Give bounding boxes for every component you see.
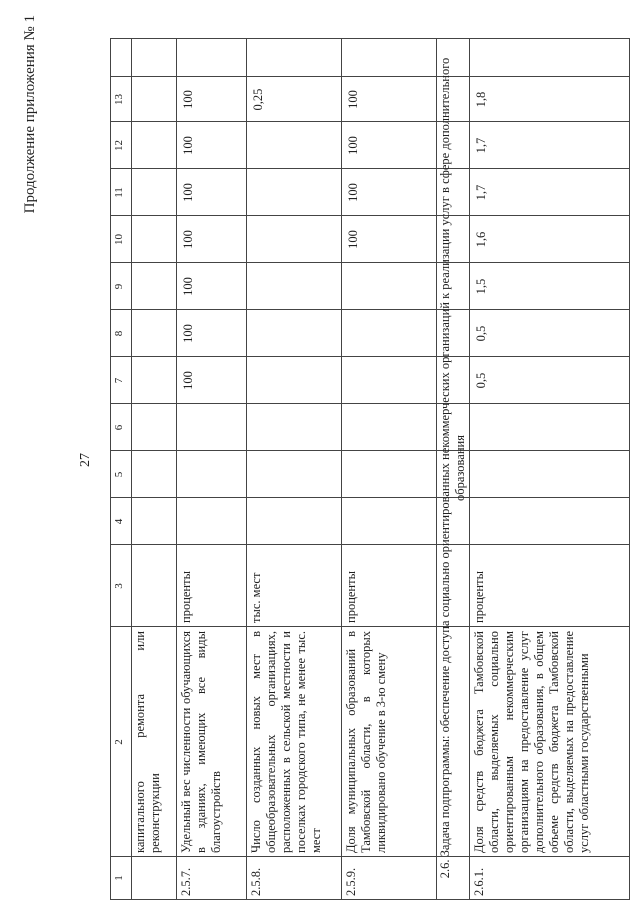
col-header-12: 12 [113, 140, 125, 151]
col-header-5: 5 [113, 471, 125, 478]
col-header-3: 3 [113, 583, 125, 589]
row-2-5-9-id: 2.5.9. [344, 867, 358, 896]
row-2-6-1-val-7: 0,5 [474, 372, 488, 389]
row-2-5-9-val-13: 100 [346, 90, 360, 109]
row-2-5-7-val-13: 100 [181, 90, 195, 109]
row-2-5-9-val-12: 100 [346, 136, 360, 155]
col-header-13: 13 [113, 94, 125, 105]
row-2-6-1-val-10: 1,6 [474, 231, 488, 248]
col-header-9: 9 [113, 283, 125, 290]
row-2-5-8-unit: тыс. мест [249, 572, 263, 623]
row-2-6-1-val-13: 1,8 [474, 91, 488, 108]
row-2-5-7-val-11: 100 [181, 183, 195, 202]
col-header-7: 7 [113, 377, 125, 384]
col-header-10: 10 [113, 234, 125, 245]
row-2-5-8-val-13: 0,25 [251, 88, 265, 111]
row-2-6-1-val-9: 1,5 [474, 278, 488, 295]
row-2-6-1-val-8: 0,5 [474, 325, 488, 342]
col-header-2: 2 [113, 739, 125, 745]
row-2-5-9-val-10: 100 [346, 230, 360, 249]
row-2-5-7-val-9: 100 [181, 277, 195, 296]
col-header-8: 8 [113, 330, 125, 337]
page-number: 27 [78, 453, 93, 467]
row-2-5-7-val-10: 100 [181, 230, 195, 249]
indicators-table [110, 38, 630, 900]
row-2-6-1-val-12: 1,7 [474, 137, 488, 154]
row-2-6-1-unit: проценты [472, 571, 486, 623]
row-2-5-9-text: Доля муниципальных образований в Тамбовской области, в которых ликвидировано обучение в 3-ю смену [344, 631, 388, 853]
row-2-5-9-unit: проценты [344, 571, 358, 623]
row-2-5-7-val-12: 100 [181, 136, 195, 155]
row-2-5-7-val-7: 100 [181, 371, 195, 390]
row-2-6-1-id: 2.6.1. [472, 867, 486, 896]
row-2-5-9-val-11: 100 [346, 183, 360, 202]
row-2-5-7-text: Удельный вес численности обучающихся в зданиях, имеющих все виды благоустройств [179, 631, 223, 853]
col-header-1: 1 [113, 875, 125, 881]
row-2-5-7-val-8: 100 [181, 324, 195, 343]
appendix-title: Продолжение приложения № 1 [22, 15, 38, 214]
row-2-5-8-id: 2.5.8. [249, 867, 263, 896]
row-continuation-text: капитального ремонта или реконструкции [133, 631, 162, 853]
row-2-5-7-id: 2.5.7. [179, 867, 193, 896]
col-header-11: 11 [113, 187, 125, 198]
row-2-5-7-unit: проценты [179, 571, 193, 623]
row-2-6-1-val-11: 1,7 [474, 184, 488, 201]
row-2-5-8-text: Число созданных новых мест в общеобразовательных организациях, расположенных в сельской местности и поселках городского типа, не менее тыс. мест [249, 631, 323, 853]
row-2-6-1-text: Доля средств бюджета Тамбовской области, выделяемых социально ориентированным некоммерческим организациям на предоставление услуг дополнительного образования, в общем объеме средств бюджета Тамбовской области, выделяемых на предоставление услуг областными государственными [472, 631, 591, 853]
section-2-6-heading: 2.6. Задача подпрограммы: обеспечение доступа социально ориентированных некоммерческих организаций к реализации услуг в сфере дополнительного образования [438, 57, 467, 879]
col-header-6: 6 [113, 424, 125, 431]
col-header-4: 4 [113, 518, 125, 525]
